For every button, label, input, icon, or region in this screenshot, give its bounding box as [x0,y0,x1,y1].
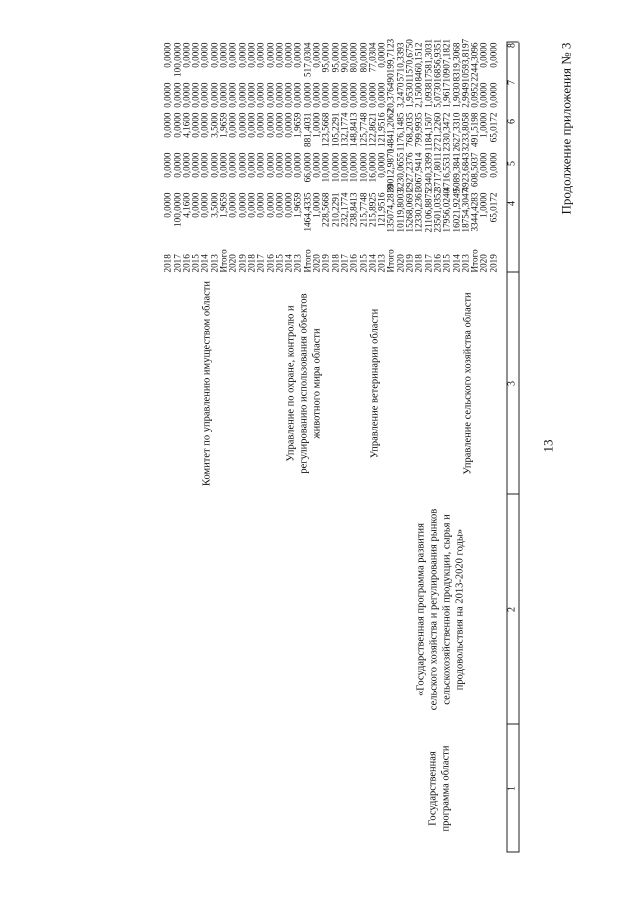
row-year-label: 2014 [366,254,377,273]
table-cell: 5710,3393 [394,42,405,82]
table-cell: 95,0000 [329,42,340,73]
table-cell: 0,0000 [245,42,256,68]
table-cell: 77,0304 [366,42,377,73]
table-cell: 12330,2361 [413,188,424,233]
program-type-label: Государственная программа области [427,745,451,832]
table-cell: 0,0000 [273,152,284,178]
table-cell: 0,0000 [236,112,247,138]
table-cell: 65,0172 [487,192,498,223]
table-cell: 10,0000 [357,152,368,183]
column-header-4: 4 [506,201,517,206]
table-cell: 90199,7123 [385,38,396,83]
table-cell: 0,0000 [264,82,275,108]
table-cell: 0,0000 [376,152,387,178]
table-cell: 517,0304 [301,42,312,77]
row-year-label: 2013 [376,254,387,273]
table-cell: 0,0000 [478,82,489,108]
row-year-label: 2015 [273,254,284,273]
table-cell: 0,0000 [329,82,340,108]
row-year-label: 2020 [478,254,489,273]
table-cell: 95,0000 [320,42,331,73]
responsible-executor: Управление по охране, контролю и регулированию использования объектов животного мира области [285,293,323,474]
col-divider [506,724,518,725]
table-cell: 215,7748 [357,192,368,227]
table-cell: 881,4031 [301,112,312,147]
table-cell: 1,9030 [450,82,461,108]
row-year-label: 2013 [208,254,219,273]
table-cell: 0,0000 [376,42,387,68]
table-cell: 1464,4335 [301,192,312,232]
row-year-label: 2016 [264,254,275,273]
table-cell: 491,5198 [469,112,480,147]
table-cell: 0,0000 [487,82,498,108]
table-cell: 0,0000 [487,152,498,178]
row-year-label: 2018 [413,254,424,273]
table-cell: 10,0000 [329,152,340,183]
table-cell: 4,1600 [180,112,191,138]
table-cell: 1,0000 [311,192,321,218]
table-cell: 123,5668 [320,112,331,147]
table-cell: 0,0000 [264,192,275,218]
table-cell: 2721,2260 [431,112,442,152]
table-cell: 90,0000 [338,42,349,73]
table-cell: 0,0000 [301,82,312,108]
row-year-label: 2013 [292,254,303,273]
table-cell: 10,0000 [320,152,331,183]
table-cell: 238,8413 [348,192,359,227]
table-cell: 4923,6843 [459,152,470,192]
table-cell: 0,0952 [469,82,480,108]
table-cell: 2244,3096 [469,42,480,82]
table-cell: 1,9617 [441,82,452,108]
row-year-label: 2017 [338,254,349,273]
table-cell: 0,0000 [180,42,191,68]
table-cell: 215,8925 [366,192,377,227]
table-cell: 0,0000 [199,152,210,178]
table-cell: 10593,8197 [459,38,470,83]
row-year-label: 2017 [255,254,266,273]
row-year-label: 2019 [320,254,331,273]
table-cell: 0,0000 [320,82,331,108]
row-year-label: Итого [218,249,228,273]
column-header-2: 2 [506,607,517,612]
row-year-label: 2014 [283,254,294,273]
row-year-label: 2018 [329,254,340,273]
table-cell: 0,0000 [162,152,173,178]
table-cell: 0,0000 [162,42,173,68]
table-cell: 3,2470 [394,82,405,108]
table-cell: 228,5668 [320,192,331,227]
table-cell: 0,0000 [264,42,275,68]
responsible-executor: Управление ветеринарии области [368,308,380,459]
row-year-label: 2017 [171,254,182,273]
table-cell: 0,0000 [255,152,266,178]
table-cell: 0,0000 [283,192,294,218]
row-year-label: 2016 [348,254,359,273]
table-cell: 5089,3841 [450,152,461,192]
row-year-label: 2017 [422,254,433,273]
table-cell: 799,9935 [413,112,424,147]
table-cell: 0,0000 [283,82,294,108]
table-cell: 0,0000 [218,152,228,178]
table-cell: 0,0000 [376,82,387,108]
table-cell: 80,0000 [357,42,368,73]
table-cell: 10,0000 [338,152,349,183]
column-header-3: 3 [506,381,517,386]
table-cell: 0,0000 [180,82,191,108]
table-cell: 0,0000 [162,82,173,108]
table-cell: 0,0000 [218,42,228,68]
row-year-label: 2014 [199,254,210,273]
table-cell: 1,9530 [404,82,414,108]
col-divider [506,494,518,495]
table-cell: 0,0000 [190,42,201,68]
table-cell: 0,0000 [273,42,284,68]
budget-table [36,38,518,853]
table-cell: 0,0000 [366,82,377,108]
table-cell: 2627,3310 [450,112,461,152]
table-cell: 65,0172 [487,112,498,143]
table-cell: 4,1600 [180,192,191,218]
row-year-label: 2016 [180,254,191,273]
page-number: 13 [540,439,555,453]
table-cell: 1,0000 [478,112,489,138]
table-cell: 0,0000 [190,82,201,108]
row-year-label: 2014 [450,254,461,273]
column-header-8: 8 [506,43,517,48]
table-cell: 608,5037 [469,152,480,187]
table-cell: 3,5000 [208,192,219,218]
table-cell: 0,0000 [245,112,256,138]
table-cell: 5,0730 [431,82,442,108]
column-header-6: 6 [506,119,517,124]
row-year-label: 2015 [357,254,368,273]
row-year-label: 2018 [245,254,256,273]
table-cell: 125,7748 [357,112,368,147]
table-cell: 0,0000 [255,112,266,138]
table-cell: 20,3764 [385,82,396,113]
table-cell: 148,8413 [348,112,359,147]
table-cell: 1,9659 [292,112,303,138]
table-cell: 8319,3068 [450,42,461,82]
row-year-label: 2019 [236,254,247,273]
table-cell: 1,9659 [218,112,228,138]
row-year-label: 2015 [190,254,201,273]
table-cell: 8460,1512 [413,42,424,82]
appendix-title: Продолжение приложения № 3 [558,42,573,215]
table-cell: 132,1774 [338,112,349,147]
table-cell: 16,0000 [366,152,377,183]
table-cell: 1,9659 [292,192,303,218]
table-cell: 0,0000 [245,82,256,108]
table-cell: 0,0000 [171,82,182,108]
table-cell: 0,0000 [255,82,266,108]
table-cell: 18754,3047 [459,188,470,233]
table-cell: 0,0000 [227,192,238,218]
table-cell: 0,0000 [199,112,210,138]
program-name: «Государственная программа развития сельского хозяйства и регулирования рынков сельскохозяйственной продукции, сырья и продовольствия на 2013-2020 годы» [415,508,465,711]
table-cell: 80,0000 [348,42,359,73]
table-cell: 23501,0352 [431,188,442,233]
col-divider [506,272,518,273]
table-cell: 232,1774 [338,192,349,227]
table-cell: 0,0000 [190,152,201,178]
table-cell: 2,1500 [413,82,424,108]
table-cell: 0,0000 [357,82,368,108]
table-cell: 0,0000 [273,112,284,138]
table-cell: 10907,1821 [441,38,452,83]
table-cell: 0,0000 [227,152,238,178]
table-cell: 30012,9870 [385,148,396,193]
table-cell: 2340,3399 [422,152,433,192]
table-cell: 0,0000 [292,82,303,108]
row-year-label: 2016 [431,254,442,273]
table-cell: 1,0000 [311,112,321,138]
table-cell: 0,0000 [199,42,210,68]
table-cell: 0,0000 [162,192,173,218]
table-cell: 0,0000 [245,192,256,218]
table-cell: 121,9516 [376,112,387,147]
table-cell: 0,0000 [255,42,266,68]
table-cell: 0,0000 [199,82,210,108]
table-cell: 0,0000 [478,152,489,178]
table-cell: 0,0000 [478,42,489,68]
table-cell: 0,0000 [227,42,238,68]
table-cell: 2330,3472 [441,112,452,152]
table-cell: 0,0000 [199,192,210,218]
table-cell: 0,0000 [171,152,182,178]
table-cell: 135074,2819 [385,184,396,233]
table-cell: 0,0000 [218,82,228,108]
table-cell: 0,0000 [236,42,247,68]
table-cell: 0,0000 [190,192,201,218]
table-cell: 0,0000 [190,112,201,138]
table-cell: 100,0000 [171,42,182,77]
table-cell: 0,0000 [236,152,247,178]
table-cell: 0,0000 [283,112,294,138]
table-cell: 1184,1507 [422,112,433,152]
table-cell: 3067,9414 [413,152,424,192]
column-header-5: 5 [506,161,517,166]
row-year-label: 2018 [162,254,173,273]
table-cell: 0,0000 [208,82,219,108]
table-cell: 1,0938 [422,82,433,108]
table-cell: 100,0000 [171,192,182,227]
table-cell: 0,0000 [283,42,294,68]
row-year-label: Итого [385,249,396,273]
table-cell: 2927,2376 [404,152,414,192]
table-cell: 105,2291 [329,112,340,147]
row-year-label: 2020 [394,254,405,273]
table-cell: 66,0000 [301,152,312,183]
table-cell: 0,0000 [162,112,173,138]
table-cell: 15268,0691 [404,188,414,233]
table-cell: 0,0000 [273,82,284,108]
table-cell: 0,0000 [180,152,191,178]
table-cell: 3344,4283 [469,192,480,232]
table-cell: 0,0000 [311,82,321,108]
table-cell: 0,0000 [255,192,266,218]
table-cell: 0,0000 [338,82,349,108]
table-cell: 210,2291 [329,192,340,227]
responsible-executor: Управление сельского хозяйства области [461,292,473,475]
table-cell: 4716,5531 [441,152,452,192]
table-cell: 3717,8011 [431,152,442,192]
row-year-label: Итого [469,249,480,273]
table-cell: 0,0000 [208,42,219,68]
table-cell: 21106,8875 [422,189,433,233]
table-cell: 0,0000 [348,82,359,108]
table-cell: 1,0000 [478,192,489,218]
row-year-label: 2015 [441,254,452,273]
responsible-executor: Комитет по управлению имуществом области [201,280,213,487]
table-cell: 11570,6750 [404,39,414,83]
table-cell: 0,0000 [292,42,303,68]
table-cell: 16856,9351 [431,38,442,83]
table-cell: 3230,0655 [394,152,405,192]
col-divider [506,852,518,853]
table-cell: 10,0000 [348,152,359,183]
table-cell: 121,9516 [376,192,387,227]
table-cell: 17956,0240 [441,188,452,233]
table-cell: 1176,1485 [394,112,405,152]
table-cell: 0,0000 [236,192,247,218]
table-cell: 2,9949 [459,82,470,108]
table-cell: 16021,9249 [450,188,461,233]
column-header-1: 1 [506,786,517,791]
table-cell: 3233,8058 [459,112,470,152]
table-cell: 0,0000 [311,152,321,178]
table-cell: 0,0000 [292,152,303,178]
row-year-label: 2020 [227,254,238,273]
row-year-label: 2020 [311,254,321,273]
table-cell: 17581,3031 [422,38,433,83]
table-cell: 1,9659 [218,192,228,218]
row-year-label: Итого [301,249,312,273]
column-header-7: 7 [506,80,517,85]
table-cell: 0,0000 [283,152,294,178]
table-cell: 0,0000 [208,152,219,178]
table-cell: 122,8621 [366,112,377,147]
table-cell: 10119,8003 [394,189,405,233]
table-cell: 0,0000 [245,152,256,178]
table-cell: 0,0000 [487,42,498,68]
table-cell: 0,0000 [264,152,275,178]
table-cell: 0,0000 [236,82,247,108]
table-cell: 0,0000 [171,112,182,138]
table-cell: 0,0000 [264,112,275,138]
table-cell: 768,2035 [404,112,414,147]
row-year-label: 2019 [487,254,498,273]
table-cell: 0,0000 [311,42,321,68]
row-year-label: 2013 [459,254,470,273]
row-year-label: 2019 [404,254,414,273]
table-cell: 3,5000 [208,112,219,138]
table-cell: 0,0000 [273,192,284,218]
table-cell: 14841,2062 [385,108,396,153]
table-cell: 0,0000 [227,82,238,108]
table-cell: 0,0000 [227,112,238,138]
